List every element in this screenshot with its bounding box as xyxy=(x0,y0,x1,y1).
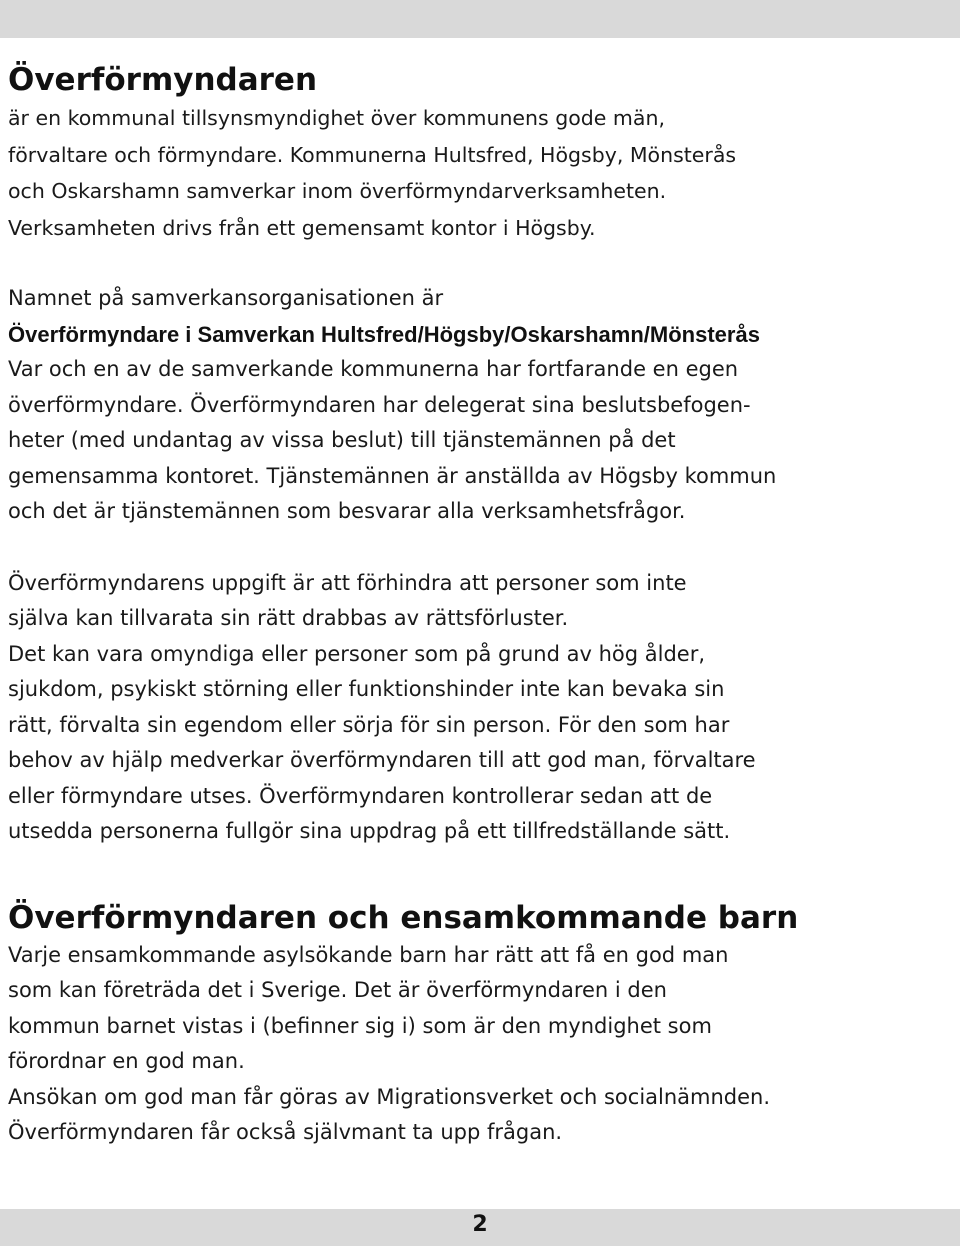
spacer xyxy=(8,850,948,898)
text-line: Var och en av de samverkande kommunerna har fortfarande en egen xyxy=(8,357,739,381)
text-line: Det kan vara omyndiga eller personer som på grund av hög ålder, xyxy=(8,641,706,666)
text-line: Varje ensamkommande asylsökande barn har rätt att få en god man xyxy=(8,942,729,967)
text-line: heter (med undantag av vissa beslut) till tjänstemännen på det xyxy=(8,428,676,452)
text-line: behov av hjälp medverkar överförmyndaren till att god man, förvaltare xyxy=(8,748,756,772)
text-line: förordnar en god man. xyxy=(8,1049,245,1073)
text-line: gemensamma kontoret. Tjänstemännen är anställda av Högsby kommun xyxy=(8,463,777,488)
text-line: kommun barnet vistas i (befinner sig i) som är den myndighet som xyxy=(8,1013,712,1038)
text-line: Överförmyndarens uppgift är att förhindra att personer som inte xyxy=(8,570,687,595)
page-content xyxy=(8,60,948,1151)
spacer xyxy=(8,246,948,281)
ensamkommande-paragraph xyxy=(8,938,948,1151)
text-line: som kan företräda det i Sverige. Det är överförmyndaren i den xyxy=(8,978,667,1002)
text-line: och det är tjänstemännen som besvarar alla verksamhetsfrågor. xyxy=(8,499,686,523)
text-line: Namnet på samverkansorganisationen är xyxy=(8,286,444,310)
text-line: och Oskarshamn samverkar inom överförmyndarverksamheten. xyxy=(8,179,667,203)
task-paragraph xyxy=(8,566,948,850)
text-line: Överförmyndaren får också självmant ta upp frågan. xyxy=(8,1120,563,1144)
text-line: rätt, förvalta sin egendom eller sörja för sin person. För den som har xyxy=(8,712,730,737)
header-band xyxy=(0,0,960,38)
text-line: sjukdom, psykiskt störning eller funktionshinder inte kan bevaka sin xyxy=(8,677,725,701)
text-line: är en kommunal tillsynsmyndighet över kommunens gode män, xyxy=(8,106,665,130)
text-line: Ansökan om god man får göras av Migrationsverket och socialnämnden. xyxy=(8,1084,771,1109)
organisation-name: Överförmyndare i Samverkan Hultsfred/Högsby/Oskarshamn/Mönsterås xyxy=(8,321,760,347)
text-line: utsedda personerna fullgör sina uppdrag på ett tillfredställande sätt. xyxy=(8,819,731,843)
section-heading-overformyndaren: Överförmyndaren xyxy=(8,62,318,98)
text-line: själva kan tillvarata sin rätt drabbas av rättsförluster. xyxy=(8,606,569,630)
text-line: överförmyndare. Överförmyndaren har delegerat sina beslutsbefogen- xyxy=(8,392,751,417)
text-line: Verksamheten drivs från ett gemensamt kontor i Högsby. xyxy=(8,215,596,240)
spacer xyxy=(8,530,948,566)
section-heading-ensamkommande-barn: Överförmyndaren och ensamkommande barn xyxy=(8,899,799,936)
text-line: eller förmyndare utses. Överförmyndaren kontrollerar sedan att de xyxy=(8,783,713,808)
organisation-paragraph xyxy=(8,281,948,530)
intro-paragraph xyxy=(8,100,948,246)
text-line: förvaltare och förmyndare. Kommunerna Hultsfred, Högsby, Mönsterås xyxy=(8,142,737,167)
page-number: 2 xyxy=(472,1212,488,1237)
